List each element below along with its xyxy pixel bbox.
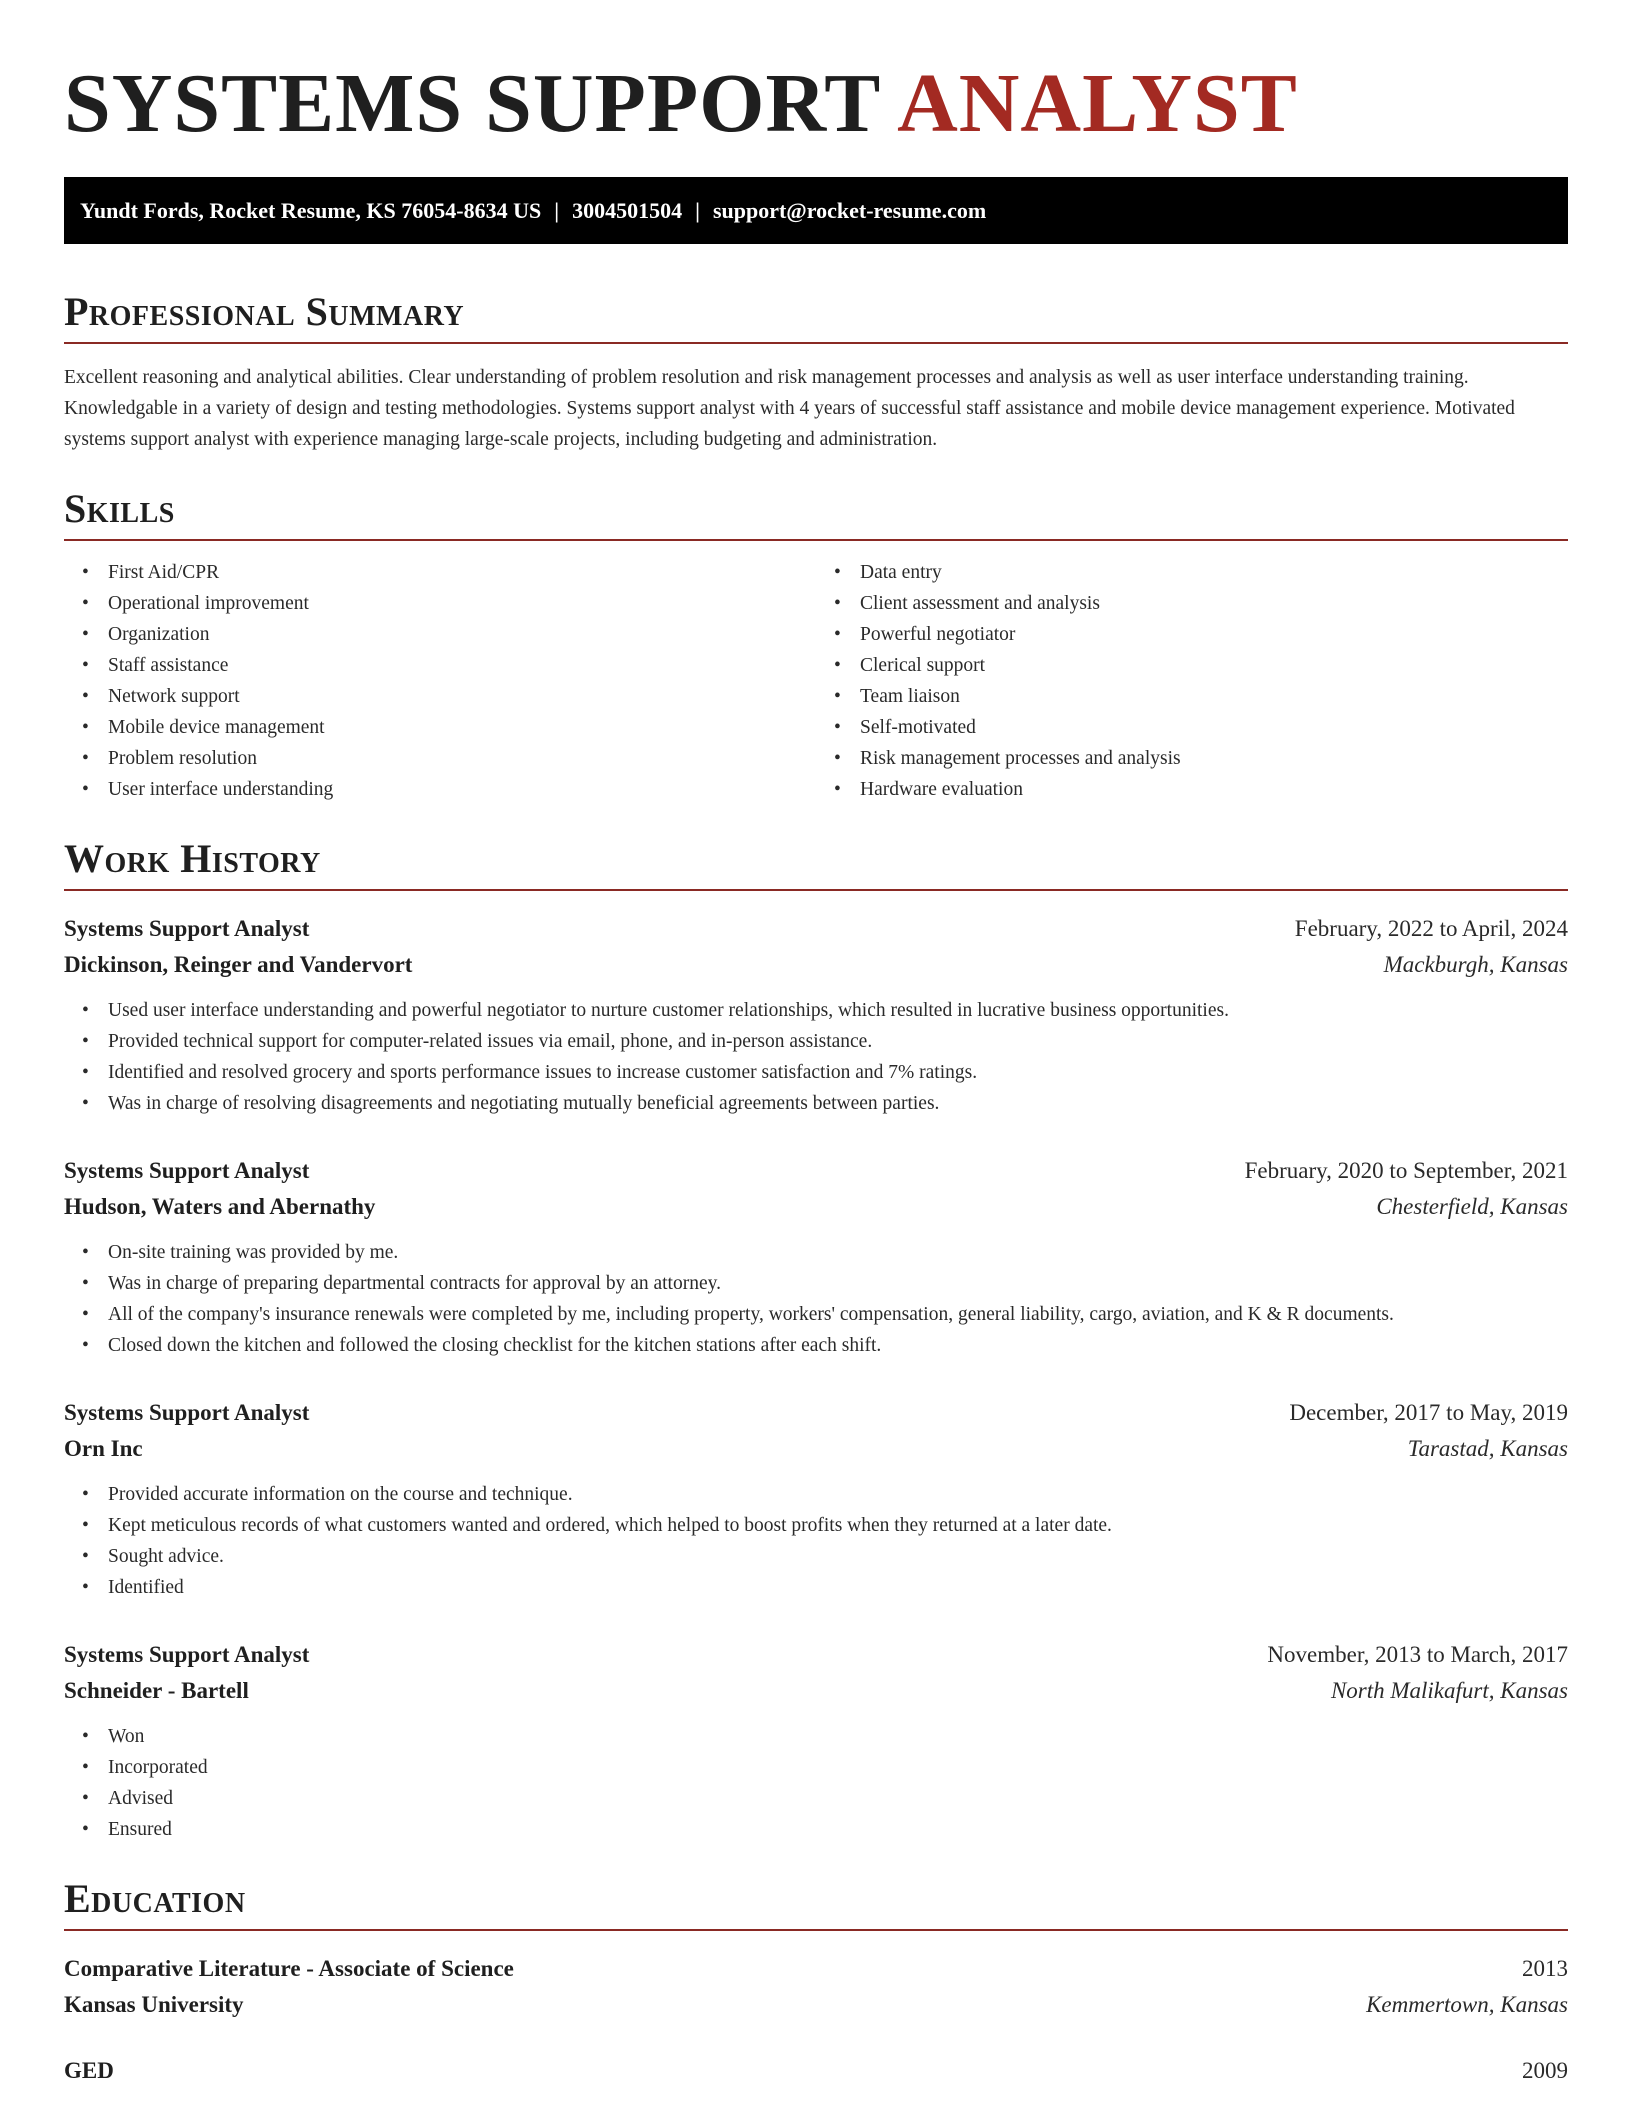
resume-page: [64, 0, 1568, 2089]
skills-column-right: [816, 557, 1568, 805]
job-subheader: [64, 1673, 1568, 1709]
skill-item: • Staff assistance: [108, 650, 816, 681]
job-bullet: • Kept meticulous records of what customers wanted and ordered, which helped to boost profits when they returned at a later date.: [108, 1510, 1568, 1541]
contact-separator: |: [554, 198, 560, 223]
job-bullet: • On-site training was provided by me.: [108, 1237, 1568, 1268]
skill-item: • Problem resolution: [108, 743, 816, 774]
education-heading: Education: [64, 1875, 1568, 1931]
job-company: Schneider - Bartell: [64, 1678, 249, 1703]
job-bullet: • Advised: [108, 1783, 1568, 1814]
job-location: North Malikafurt, Kansas: [1330, 1678, 1568, 1703]
job-bullet: • Provided technical support for computer-related issues via email, phone, and in-person assistance.: [108, 1026, 1568, 1057]
job-company: Hudson, Waters and Abernathy: [64, 1194, 376, 1219]
contact-email[interactable]: support@rocket-resume.com: [712, 198, 987, 223]
job-bullet: • Used user interface understanding and powerful negotiator to nurture customer relationships, which resulted in lucrative business opportunities.: [108, 995, 1568, 1026]
job-bullet: • Identified: [108, 1572, 1568, 1603]
skill-item: • Team liaison: [860, 681, 1568, 712]
summary-heading: Professional Summary: [64, 288, 1568, 344]
contact-bar: [64, 177, 1568, 244]
skill-item: • User interface understanding: [108, 774, 816, 805]
education-school: Kansas University: [64, 1992, 244, 2017]
summary-text: Excellent reasoning and analytical abilities. Clear understanding of problem resolution and risk management processes and analysis as well as user interface understanding training. Knowledgable in a variety of design and testing methodologies. Systems support analyst with 4 years of successful staff assistance and mobile device management experience. Motivated systems support analyst with experience managing large-scale projects, including budgeting and administration.: [64, 367, 1515, 450]
job-location: Tarastad, Kansas: [1407, 1436, 1568, 1461]
job-header: [64, 1395, 1568, 1431]
job-subheader: [64, 947, 1568, 983]
title-accent: ANALYST: [897, 57, 1298, 150]
job-bullet: • Incorporated: [108, 1752, 1568, 1783]
skill-item: • First Aid/CPR: [108, 557, 816, 588]
education-entry: [64, 2053, 1568, 2089]
skill-item: • Clerical support: [860, 650, 1568, 681]
contact-address: Yundt Fords, Rocket Resume, KS 76054-8634 US: [80, 198, 542, 223]
job-dates: February, 2022 to April, 2024: [1294, 916, 1568, 941]
skill-item: • Data entry: [860, 557, 1568, 588]
education-year: 2013: [1522, 1956, 1568, 1981]
contact-phone: 3004501504: [572, 198, 683, 223]
skill-item: • Self-motivated: [860, 712, 1568, 743]
job-title: Systems Support Analyst: [64, 1158, 310, 1183]
job-bullet: • Sought advice.: [108, 1541, 1568, 1572]
skill-item: • Powerful negotiator: [860, 619, 1568, 650]
skill-item: • Organization: [108, 619, 816, 650]
job-entry: [64, 1153, 1568, 1361]
education-header: [64, 2053, 1568, 2089]
job-location: Mackburgh, Kansas: [1383, 952, 1568, 977]
job-bullet: • Won: [108, 1721, 1568, 1752]
job-title: Systems Support Analyst: [64, 1642, 310, 1667]
job-bullet: • Identified and resolved grocery and sports performance issues to increase customer satisfaction and 7% ratings.: [108, 1057, 1568, 1088]
job-bullet: • Provided accurate information on the course and technique.: [108, 1479, 1568, 1510]
job-bullet: • Ensured: [108, 1814, 1568, 1845]
job-entry: [64, 911, 1568, 1119]
skill-item: • Client assessment and analysis: [860, 588, 1568, 619]
education-year: 2009: [1522, 2058, 1568, 2083]
job-company: Orn Inc: [64, 1436, 143, 1461]
job-bullet: • Was in charge of preparing departmental contracts for approval by an attorney.: [108, 1268, 1568, 1299]
job-entry: [64, 1395, 1568, 1603]
skill-item: • Hardware evaluation: [860, 774, 1568, 805]
job-entry: [64, 1637, 1568, 1845]
job-dates: February, 2020 to September, 2021: [1244, 1158, 1568, 1183]
job-subheader: [64, 1189, 1568, 1225]
job-header: [64, 911, 1568, 947]
skill-item: • Network support: [108, 681, 816, 712]
education-degree: GED: [64, 2058, 114, 2083]
skill-item: • Risk management processes and analysis: [860, 743, 1568, 774]
job-bullet: • All of the company's insurance renewals were completed by me, including property, workers' compensation, general liability, cargo, aviation, and K & R documents.: [108, 1299, 1568, 1330]
work-history-heading: Work History: [64, 835, 1568, 891]
skill-item: • Operational improvement: [108, 588, 816, 619]
job-header: [64, 1153, 1568, 1189]
resume-title: [64, 56, 1568, 152]
job-bullets: [64, 995, 1568, 1119]
education-entry: [64, 1951, 1568, 2023]
education-location: Kemmertown, Kansas: [1366, 1992, 1568, 2017]
job-bullet: • Closed down the kitchen and followed the closing checklist for the kitchen stations after each shift.: [108, 1330, 1568, 1361]
job-dates: November, 2013 to March, 2017: [1267, 1642, 1568, 1667]
job-title: Systems Support Analyst: [64, 916, 310, 941]
job-title: Systems Support Analyst: [64, 1400, 310, 1425]
job-bullets: [64, 1237, 1568, 1361]
job-subheader: [64, 1431, 1568, 1467]
job-header: [64, 1637, 1568, 1673]
skills-heading: Skills: [64, 485, 1568, 541]
job-bullets: [64, 1721, 1568, 1845]
contact-separator: |: [695, 198, 700, 223]
skill-item: • Mobile device management: [108, 712, 816, 743]
job-bullet: • Was in charge of resolving disagreements and negotiating mutually beneficial agreements between parties.: [108, 1088, 1568, 1119]
skills-list: [64, 557, 1568, 805]
title-main: SYSTEMS SUPPORT: [64, 57, 880, 150]
job-bullets: [64, 1479, 1568, 1603]
education-header: [64, 1951, 1568, 1987]
job-company: Dickinson, Reinger and Vandervort: [64, 952, 413, 977]
job-location: Chesterfield, Kansas: [1376, 1194, 1568, 1219]
education-subheader: [64, 1987, 1568, 2023]
job-dates: December, 2017 to May, 2019: [1289, 1400, 1568, 1425]
education-degree: Comparative Literature - Associate of Science: [64, 1956, 514, 1981]
skills-column-left: [64, 557, 816, 805]
